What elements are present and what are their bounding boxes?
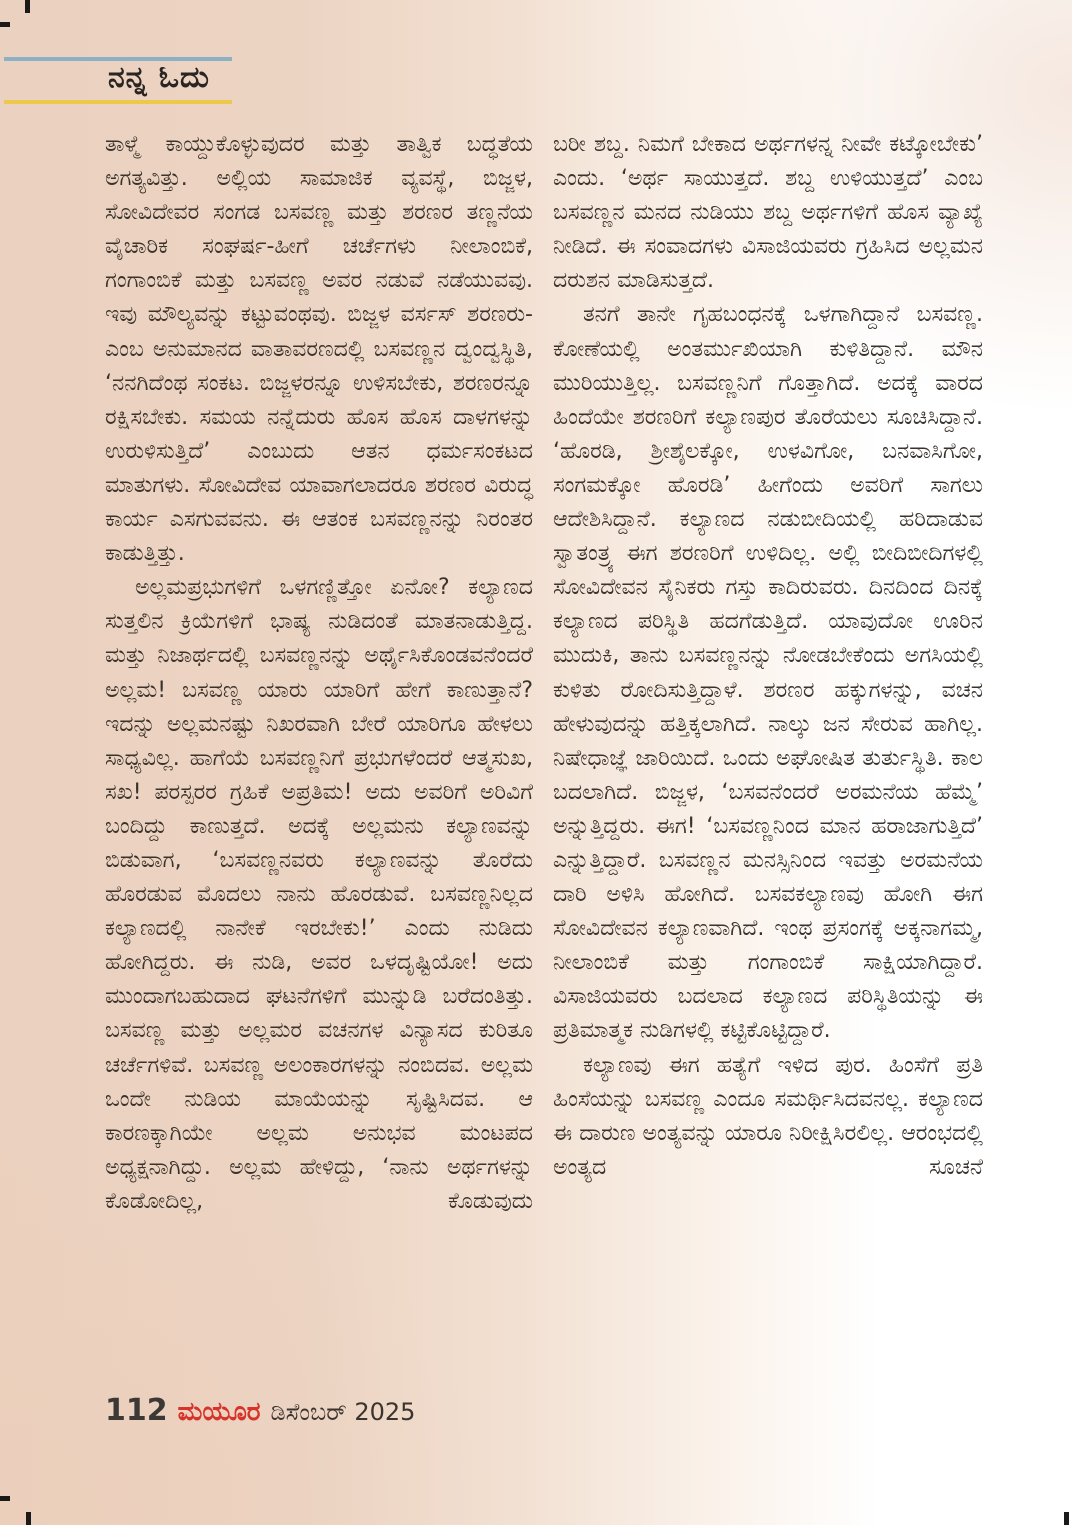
issue-date: ಡಿಸೆಂಬರ್ 2025 — [270, 1398, 416, 1426]
crop-mark-bottom-right-vertical — [1064, 1512, 1069, 1525]
crop-mark-top-left-vertical — [25, 0, 30, 13]
header-rule-bottom — [4, 100, 232, 104]
magazine-logo: ಮಯೂರ — [177, 1397, 261, 1427]
paragraph: ಕಲ್ಯಾಣವು ಈಗ ಹತ್ಯೆಗೆ ಇಳಿದ ಪುರ. ಹಿಂಸೆಗೆ ಪ್ರತಿ ಹಿಂಸೆಯನ್ನು ಬಸವಣ್ಣ ಎಂದೂ ಸಮರ್ಥಿಸಿದವನಲ್ಲ. ಕಲ್ಯಾಣದ ಈ ದಾರುಣ ಅಂತ್ಯವನ್ನು ಯಾರೂ ನಿರೀಕ್ಷಿಸಿರಲಿಲ್ಲ. ಆರಂಭದಲ್ಲಿ ಅಂತ್ಯದ ಸೂಚನೆ — [553, 1052, 983, 1180]
left-column — [105, 128, 533, 1219]
crop-mark-top-left-horizontal — [0, 22, 10, 27]
crop-mark-bottom-left-horizontal — [0, 1496, 10, 1501]
paragraph: ಬರೀ ಶಬ್ದ. ನಿಮಗೆ ಬೇಕಾದ ಅರ್ಥಗಳನ್ನ ನೀವೇ ಕಟ್ಕೋಬೇಕು’ ಎಂದು. ‘ಅರ್ಥ ಸಾಯುತ್ತದೆ. ಶಬ್ದ ಉಳಿಯುತ್ತದೆ’ ಎಂಬ ಬಸವಣ್ಣನ ಮನದ ನುಡಿಯು ಶಬ್ದ ಅರ್ಥಗಳಿಗೆ ಹೊಸ ವ್ಯಾಖ್ಯೆ ನೀಡಿದೆ. ಈ ಸಂವಾದಗಳು ವಿಸಾಜಿಯವರು ಗ್ರಹಿಸಿದ ಅಲ್ಲಮನ ದರುಶನ ಮಾಡಿಸುತ್ತದೆ. — [553, 132, 983, 294]
paragraph: ಅಲ್ಲಮಪ್ರಭುಗಳಿಗೆ ಒಳಗಣ್ಣಿತ್ತೋ ಏನೋ? ಕಲ್ಯಾಣದ ಸುತ್ತಲಿನ ಕ್ರಿಯೆಗಳಿಗೆ ಭಾಷ್ಯ ನುಡಿದಂತೆ ಮಾತನಾಡುತ್ತಿದ್ದ. ಮತ್ತು ನಿಜಾರ್ಥದಲ್ಲಿ ಬಸವಣ್ಣನನ್ನು ಅರ್ಥೈಸಿಕೊಂಡವನೆಂದರೆ ಅಲ್ಲಮ! ಬಸವಣ್ಣ ಯಾರು ಯಾರಿಗೆ ಹೇಗೆ ಕಾಣುತ್ತಾನೆ? ಇದನ್ನು ಅಲ್ಲಮನಷ್ಟು ನಿಖರವಾಗಿ ಬೇರೆ ಯಾರಿಗೂ ಹೇಳಲು ಸಾಧ್ಯವಿಲ್ಲ. ಹಾಗೆಯೆ ಬಸವಣ್ಣನಿಗೆ ಪ್ರಭುಗಳೆಂದರೆ ಆತ್ಮಸುಖ, ಸಖ! ಪರಸ್ಪರರ ಗ್ರಹಿಕೆ ಅಪ್ರತಿಮ! ಅದು ಅವರಿಗೆ ಅರಿವಿಗೆ ಬಂದಿದ್ದು ಕಾಣುತ್ತದೆ. ಅದಕ್ಕೆ ಅಲ್ಲಮನು ಕಲ್ಯಾಣವನ್ನು ಬಿಡುವಾಗ, ‘ಬಸವಣ್ಣನವರು ಕಲ್ಯಾಣವನ್ನು ತೊರೆದು ಹೊರಡುವ ಮೊದಲು ನಾನು ಹೊರಡುವೆ. ಬಸವಣ್ಣನಿಲ್ಲದ ಕಲ್ಯಾಣದಲ್ಲಿ ನಾನೇಕೆ ಇರಬೇಕು!’ ಎಂದು ನುಡಿದು ಹೋಗಿದ್ದರು. ಈ ನುಡಿ, ಅವರ ಒಳದೃಷ್ಟಿಯೋ! ಅದು ಮುಂದಾಗಬಹುದಾದ ಘಟನೆಗಳಿಗೆ ಮುನ್ನುಡಿ ಬರೆದಂತಿತ್ತು. ಬಸವಣ್ಣ ಮತ್ತು ಅಲ್ಲಮರ ವಚನಗಳ ವಿನ್ಯಾಸದ ಕುರಿತೂ ಚರ್ಚೆಗಳಿವೆ. ಬಸವಣ್ಣ ಅಲಂಕಾರಗಳನ್ನು ನಂಬಿದವ. ಅಲ್ಲಮ ಒಂದೇ ನುಡಿಯ ಮಾಯೆಯನ್ನು ಸೃಷ್ಟಿಸಿದವ. ಆ ಕಾರಣಕ್ಕಾಗಿಯೇ ಅಲ್ಲಮ ಅನುಭವ ಮಂಟಪದ ಅಧ್ಯಕ್ಷನಾಗಿದ್ದು. ಅಲ್ಲಮ ಹೇಳಿದ್ದು, ‘ನಾನು ಅರ್ಥಗಳನ್ನು ಕೊಡೋದಿಲ್ಲ, ಕೊಡುವುದು — [105, 575, 533, 1214]
page-number: 112 — [105, 1393, 168, 1428]
section-title: ನನ್ನ ಓದು — [108, 60, 210, 95]
paragraph: ತಾಳ್ಮೆ ಕಾಯ್ದುಕೊಳ್ಳುವುದರ ಮತ್ತು ತಾತ್ವಿಕ ಬದ್ಧತೆಯ ಅಗತ್ಯವಿತ್ತು. ಅಲ್ಲಿಯ ಸಾಮಾಜಿಕ ವ್ಯವಸ್ಥೆ, ಬಿಜ್ಜಳ, ಸೋವಿದೇವರ ಸಂಗಡ ಬಸವಣ್ಣ ಮತ್ತು ಶರಣರ ತಣ್ಣನೆಯ ವೈಚಾರಿಕ ಸಂಘರ್ಷ-ಹೀಗೆ ಚರ್ಚೆಗಳು ನೀಲಾಂಬಿಕೆ, ಗಂಗಾಂಬಿಕೆ ಮತ್ತು ಬಸವಣ್ಣ ಅವರ ನಡುವೆ ನಡೆಯುವವು. ಇವು ಮೌಲ್ಯವನ್ನು ಕಟ್ಟುವಂಥವು. ಬಿಜ್ಜಳ ವರ್ಸಸ್ ಶರಣರು- ಎಂಬ ಅನುಮಾನದ ವಾತಾವರಣದಲ್ಲಿ ಬಸವಣ್ಣನ ದ್ವಂದ್ವಸ್ಥಿತಿ, ‘ನನಗಿದೆಂಥ ಸಂಕಟ. ಬಿಜ್ಜಳರನ್ನೂ ಉಳಿಸಬೇಕು, ಶರಣರನ್ನೂ ರಕ್ಷಿಸಬೇಕು. ಸಮಯ ನನ್ನೆದುರು ಹೊಸ ಹೊಸ ದಾಳಗಳನ್ನು ಉರುಳಿಸುತ್ತಿದೆ’ ಎಂಬುದು ಆತನ ಧರ್ಮಸಂಕಟದ ಮಾತುಗಳು. ಸೋವಿದೇವ ಯಾವಾಗಲಾದರೂ ಶರಣರ ವಿರುದ್ಧ ಕಾರ್ಯ ಎಸಗುವವನು. ಈ ಆತಂಕ ಬಸವಣ್ಣನನ್ನು ನಿರಂತರ ಕಾಡುತ್ತಿತ್ತು. — [105, 132, 533, 567]
right-column — [553, 128, 983, 1185]
crop-mark-bottom-left-vertical — [26, 1512, 31, 1525]
paragraph: ತನಗೆ ತಾನೇ ಗೃಹಬಂಧನಕ್ಕೆ ಒಳಗಾಗಿದ್ದಾನೆ ಬಸವಣ್ಣ. ಕೋಣೆಯಲ್ಲಿ ಅಂತರ್ಮುಖಿಯಾಗಿ ಕುಳಿತಿದ್ದಾನೆ. ಮೌನ ಮುರಿಯುತ್ತಿಲ್ಲ. ಬಸವಣ್ಣನಿಗೆ ಗೊತ್ತಾಗಿದೆ. ಅದಕ್ಕೆ ವಾರದ ಹಿಂದೆಯೇ ಶರಣರಿಗೆ ಕಲ್ಯಾಣಪುರ ತೊರೆಯಲು ಸೂಚಿಸಿದ್ದಾನೆ. ‘ಹೊರಡಿ, ಶ್ರೀಶೈಲಕ್ಕೋ, ಉಳವಿಗೋ, ಬನವಾಸಿಗೋ, ಸಂಗಮಕ್ಕೋ ಹೊರಡಿ’ ಹೀಗೆಂದು ಅವರಿಗೆ ಸಾಗಲು ಆದೇಶಿಸಿದ್ದಾನೆ. ಕಲ್ಯಾಣದ ನಡುಬೀದಿಯಲ್ಲಿ ಹರಿದಾಡುವ ಸ್ವಾತಂತ್ರ್ಯ ಈಗ ಶರಣರಿಗೆ ಉಳಿದಿಲ್ಲ. ಅಲ್ಲಿ ಬೀದಿಬೀದಿಗಳಲ್ಲಿ ಸೋವಿದೇವನ ಸೈನಿಕರು ಗಸ್ತು ಕಾದಿರುವರು. ದಿನದಿಂದ ದಿನಕ್ಕೆ ಕಲ್ಯಾಣದ ಪರಿಸ್ಥಿತಿ ಹದಗೆಡುತ್ತಿದೆ. ಯಾವುದೋ ಊರಿನ ಮುದುಕಿ, ತಾನು ಬಸವಣ್ಣನನ್ನು ನೋಡಬೇಕೆಂದು ಅಗಸಿಯಲ್ಲಿ ಕುಳಿತು ರೋದಿಸುತ್ತಿದ್ದಾಳೆ. ಶರಣರ ಹಕ್ಕುಗಳನ್ನು, ವಚನ ಹೇಳುವುದನ್ನು ಹತ್ತಿಕ್ಕಲಾಗಿದೆ. ನಾಲ್ಕು ಜನ ಸೇರುವ ಹಾಗಿಲ್ಲ. ನಿಷೇಧಾಜ್ಞೆ ಜಾರಿಯಿದೆ. ಒಂದು ಅಘೋಷಿತ ತುರ್ತುಸ್ಥಿತಿ. ಕಾಲ ಬದಲಾಗಿದೆ. ಬಿಜ್ಜಳ, ‘ಬಸವನೆಂದರೆ ಅರಮನೆಯ ಹೆಮ್ಮೆ’ ಅನ್ನುತ್ತಿದ್ದರು. ಈಗ! ‘ಬಸವಣ್ಣನಿಂದ ಮಾನ ಹರಾಜಾಗುತ್ತಿದೆ’ ಎನ್ನುತ್ತಿದ್ದಾರೆ. ಬಸವಣ್ಣನ ಮನಸ್ಸಿನಿಂದ ಇವತ್ತು ಅರಮನೆಯ ದಾರಿ ಅಳಿಸಿ ಹೋಗಿದೆ. ಬಸವಕಲ್ಯಾಣವು ಹೋಗಿ ಈಗ ಸೋವಿದೇವನ ಕಲ್ಯಾಣವಾಗಿದೆ. ಇಂಥ ಪ್ರಸಂಗಕ್ಕೆ ಅಕ್ಕನಾಗಮ್ಮ, ನೀಲಾಂಬಿಕೆ ಮತ್ತು ಗಂಗಾಂಬಿಕೆ ಸಾಕ್ಷಿಯಾಗಿದ್ದಾರೆ. ವಿಸಾಜಿಯವರು ಬದಲಾದ ಕಲ್ಯಾಣದ ಪರಿಸ್ಥಿತಿಯನ್ನು ಈ ಪ್ರತಿಮಾತ್ಮಕ ನುಡಿಗಳಲ್ಲಿ ಕಟ್ಟಿಕೊಟ್ಟಿದ್ದಾರೆ. — [553, 302, 983, 1044]
page-footer — [105, 1393, 605, 1428]
